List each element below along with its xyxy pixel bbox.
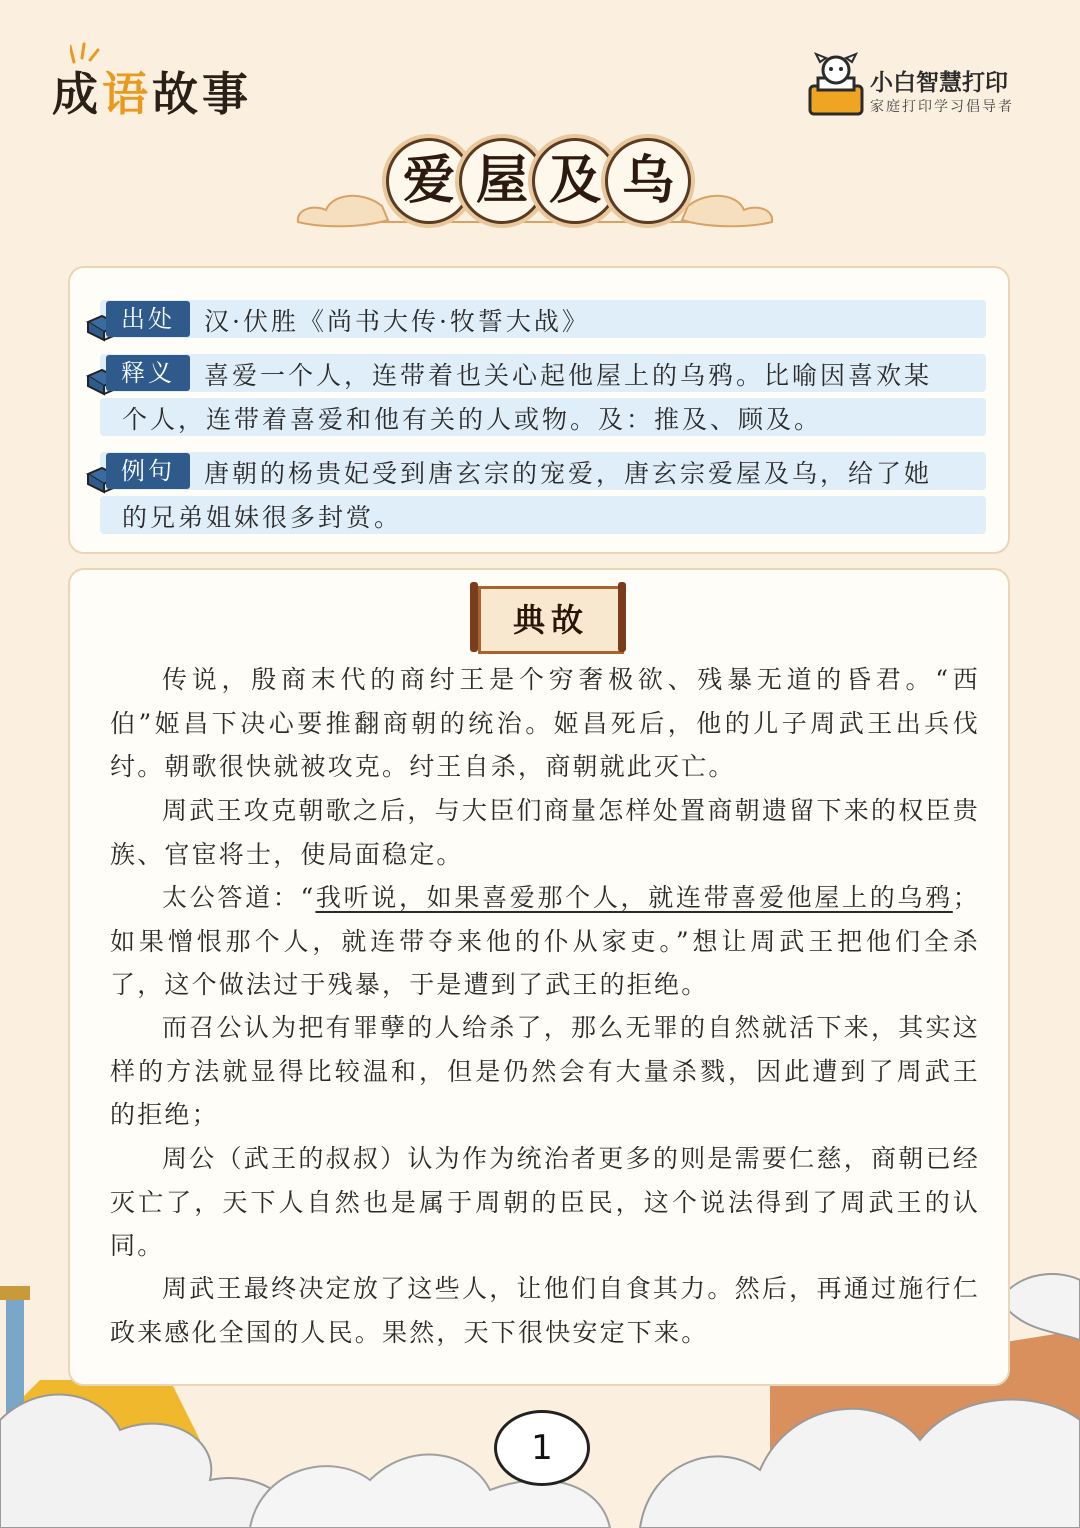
story-paragraph: 传说，殷商末代的商纣王是个穷奢极欲、残暴无道的昏君。“西伯”姬昌下决心要推翻商朝的统治。姬昌死后，他的儿子周武王出兵伐纣。朝歌很快就被攻克。纣王自杀，商朝就此灭亡。 (110, 665, 980, 781)
example-line: 的兄弟姐妹很多封赏。 (122, 503, 403, 532)
source-text: 汉·伏胜《尚书大传·牧誓大战》 (204, 307, 590, 336)
meaning-line: 喜爱一个人，连带着也关心起他屋上的乌鸦。比喻因喜欢某 (204, 361, 933, 390)
series-title: 成语故事 (52, 67, 252, 121)
story-paragraph: 周公（武王的叔叔）认为作为统治者更多的则是需要仁慈，商朝已经灭亡了，天下人自然也是属于周朝的臣民，这个说法得到了周武王的认同。 (110, 1144, 980, 1260)
scroll-rod (618, 582, 626, 652)
idiom-char: 及 (532, 138, 618, 224)
meaning-line: 个人，连带着喜爱和他有关的人或物。及：推及、顾及。 (122, 405, 823, 434)
dog-mascot-icon (806, 52, 866, 118)
meaning-tag: 释义 (106, 355, 190, 391)
page-number: 1 (494, 1410, 590, 1486)
cloud-right (640, 1400, 1080, 1528)
example-line: 唐朝的杨贵妃受到唐玄宗的宠爱，唐玄宗爱屋及乌，给了她 (204, 459, 933, 488)
brand-logo (806, 52, 1046, 122)
sword-blade (6, 1300, 24, 1420)
story-paragraph (110, 876, 980, 1007)
idiom-char: 屋 (459, 138, 545, 224)
story-paragraph: 周武王攻克朝歌之后，与大臣们商量怎样处置商朝遗留下来的权臣贵族、官宦将士，使局面稳定。 (110, 796, 980, 869)
story-paragraph: 而召公认为把有罪孽的人给杀了，那么无罪的自然就活下来，其实这样的方法就显得比较温和，但是仍然会有大量杀戮，因此遭到了周武王的拒绝； (110, 1013, 980, 1129)
story-paragraph: 周武王最终决定放了这些人，让他们自食其力。然后，再通过施行仁政来感化全国的人民。果然，天下很快安定下来。 (110, 1274, 980, 1347)
brand-slogan: 家庭打印学习倡导者 (870, 99, 1014, 115)
idiom-char: 爱 (386, 138, 472, 224)
source-tag: 出处 (106, 301, 190, 337)
underlined-quote: 我听说，如果喜爱那个人，就连带喜爱他屋上的乌鸦 (315, 883, 953, 912)
story-title: 典故 (512, 601, 589, 639)
idiom-title (383, 138, 703, 228)
info-box (68, 266, 1010, 554)
story-box (68, 568, 1010, 1386)
example-tag: 例句 (106, 453, 190, 489)
sword-hilt (0, 1286, 30, 1300)
scroll-rod (470, 582, 478, 652)
brand-name: 小白智慧打印 (870, 70, 1008, 96)
quote-rest: ；如果憎恨那个人，就连带夺来他的仆从家吏。”想让周武王把他们全杀了，这个做法过于残暴，于是遭到了武王的拒绝。 (110, 883, 980, 999)
scroll-body (478, 586, 624, 654)
idiom-char: 乌 (605, 138, 691, 224)
cloud-right-upper (1000, 1274, 1080, 1340)
quote-intro: 太公答道：“ (162, 883, 316, 912)
story-title-scroll (468, 582, 628, 654)
